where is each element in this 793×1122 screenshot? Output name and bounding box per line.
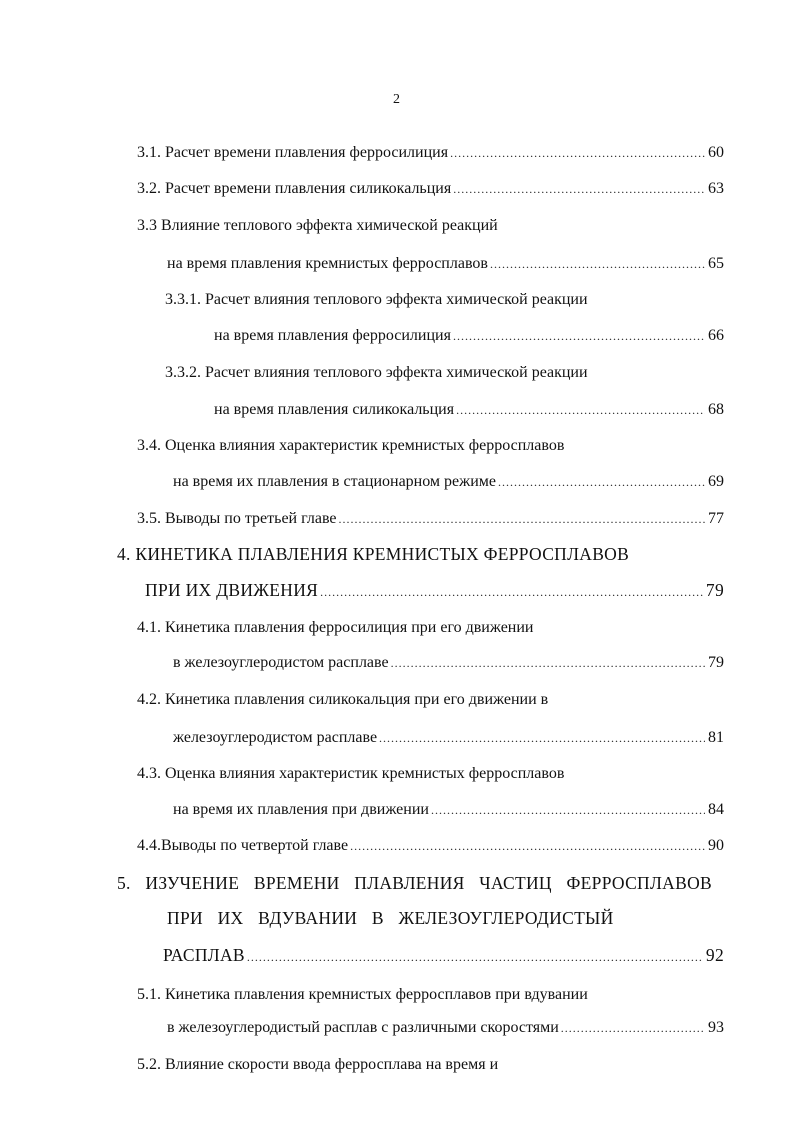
toc-entry-4-1-cont — [173, 651, 724, 675]
toc-entry-3-3-1 — [165, 288, 588, 312]
dot-leader — [350, 834, 705, 858]
toc-entry-text: 3.2. Расчет времени плавления силикокальция — [137, 180, 452, 197]
toc-entry-text: в железоуглеродистом расплаве — [173, 654, 389, 671]
toc-entry-text: в железоуглеродистый расплав с различными скоростями — [167, 1019, 559, 1036]
toc-entry-text: 3.1. Расчет времени плавления ферросилиция — [137, 144, 449, 161]
toc-entry-3-5 — [137, 507, 724, 531]
toc-entry-text: 3.4. Оценка влияния характеристик кремнистых ферросплавов — [137, 437, 565, 454]
toc-entry-page: 79 — [708, 654, 724, 671]
toc-entry-4-3 — [137, 762, 564, 786]
toc-entry-text: 4.3. Оценка влияния характеристик кремнистых ферросплавов — [137, 765, 565, 782]
toc-entry-text: 3.3 Влияние теплового эффекта химической реакций — [137, 217, 498, 234]
toc-entry-3-4-cont — [173, 470, 724, 494]
page-number: 2 — [393, 92, 400, 107]
toc-entry-5-1-cont — [167, 1016, 724, 1040]
toc-entry-text: железоуглеродистом расплаве — [173, 729, 378, 746]
dot-leader — [453, 324, 705, 348]
toc-entry-text: на время их плавления при движении — [173, 801, 429, 818]
toc-entry-3-3-2-cont — [214, 398, 724, 422]
toc-entry-text: 5. ИЗУЧЕНИЕ ВРЕМЕНИ ПЛАВЛЕНИЯ ЧАСТИЦ ФЕРРОСПЛАВОВ — [117, 873, 712, 893]
toc-entry-text: на время плавления силикокальция — [214, 401, 455, 418]
toc-entry-text: 4.4.Выводы по четвертой главе — [137, 837, 349, 854]
toc-entry-3-3 — [137, 214, 498, 238]
dot-leader — [456, 398, 705, 422]
toc-entry-text: 3.3.2. Расчет влияния теплового эффекта химической реакции — [165, 364, 588, 381]
toc-entry-3-3-cont — [167, 252, 724, 276]
dot-leader — [431, 798, 705, 822]
toc-chapter-5-cont — [167, 906, 614, 930]
dot-leader — [498, 470, 705, 494]
toc-entry-text: 3.5. Выводы по третьей главе — [137, 510, 337, 527]
toc-entry-page: 93 — [708, 1019, 724, 1036]
toc-entry-page: 68 — [708, 401, 724, 418]
toc-entry-4-2 — [137, 688, 548, 712]
toc-entry-3-4 — [137, 434, 564, 458]
toc-entry-4-1 — [137, 616, 534, 640]
toc-entry-5-2 — [137, 1053, 498, 1077]
dot-leader — [490, 252, 705, 276]
toc-entry-page: 60 — [708, 144, 724, 161]
toc-entry-4-3-cont — [173, 798, 724, 822]
toc-entry-page: 77 — [708, 510, 724, 527]
toc-entry-page: 81 — [708, 729, 724, 746]
toc-entry-page: 69 — [708, 473, 724, 490]
toc-chapter-4-cont — [145, 578, 724, 602]
toc-entry-page: 90 — [708, 837, 724, 854]
toc-entry-3-3-1-cont — [214, 324, 724, 348]
toc-entry-text: 3.3.1. Расчет влияния теплового эффекта химической реакции — [165, 291, 588, 308]
dot-leader — [379, 726, 705, 750]
toc-chapter-5-cont2 — [163, 943, 724, 967]
toc-chapter-5 — [117, 871, 712, 895]
dot-leader — [339, 507, 706, 531]
toc-entry-4-4 — [137, 834, 724, 858]
toc-entry-5-1 — [137, 983, 588, 1007]
dot-leader — [247, 945, 703, 967]
toc-entry-page: 79 — [705, 580, 724, 600]
dot-leader — [561, 1016, 705, 1040]
toc-entry-text: на время плавления кремнистых ферросплавов — [167, 255, 488, 272]
dot-leader — [391, 651, 705, 675]
toc-entry-text: на время плавления ферросилиция — [214, 327, 451, 344]
toc-entry-page: 63 — [708, 180, 724, 197]
toc-entry-3-3-2 — [165, 361, 588, 385]
toc-entry-page: 66 — [708, 327, 724, 344]
toc-entry-4-2-cont — [173, 726, 724, 750]
toc-entry-text: ПРИ ИХ ВДУВАНИИ В ЖЕЛЕЗОУГЛЕРОДИСТЫЙ — [167, 908, 614, 928]
toc-entry-text: на время их плавления в стационарном режиме — [173, 473, 496, 490]
toc-entry-page: 65 — [708, 255, 724, 272]
dot-leader — [450, 141, 705, 165]
dot-leader — [320, 580, 703, 602]
toc-entry-text: 4. КИНЕТИКА ПЛАВЛЕНИЯ КРЕМНИСТЫХ ФЕРРОСПЛАВОВ — [117, 544, 630, 564]
toc-entry-text: 4.2. Кинетика плавления силикокальция при его движении в — [137, 691, 549, 708]
toc-entry-text: ПРИ ИХ ДВИЖЕНИЯ — [145, 580, 319, 600]
toc-entry-page: 92 — [705, 945, 724, 965]
toc-entry-3-1 — [137, 141, 724, 165]
toc-entry-text: РАСПЛАВ — [163, 945, 245, 965]
toc-entry-text: 4.1. Кинетика плавления ферросилиция при его движении — [137, 619, 534, 636]
dot-leader — [453, 177, 705, 201]
toc-entry-3-2 — [137, 177, 724, 201]
toc-entry-text: 5.1. Кинетика плавления кремнистых ферросплавов при вдувании — [137, 986, 588, 1003]
toc-entry-page: 84 — [708, 801, 724, 818]
toc-entry-text: 5.2. Влияние скорости ввода ферросплава на время и — [137, 1056, 499, 1073]
toc-chapter-4 — [117, 542, 629, 566]
